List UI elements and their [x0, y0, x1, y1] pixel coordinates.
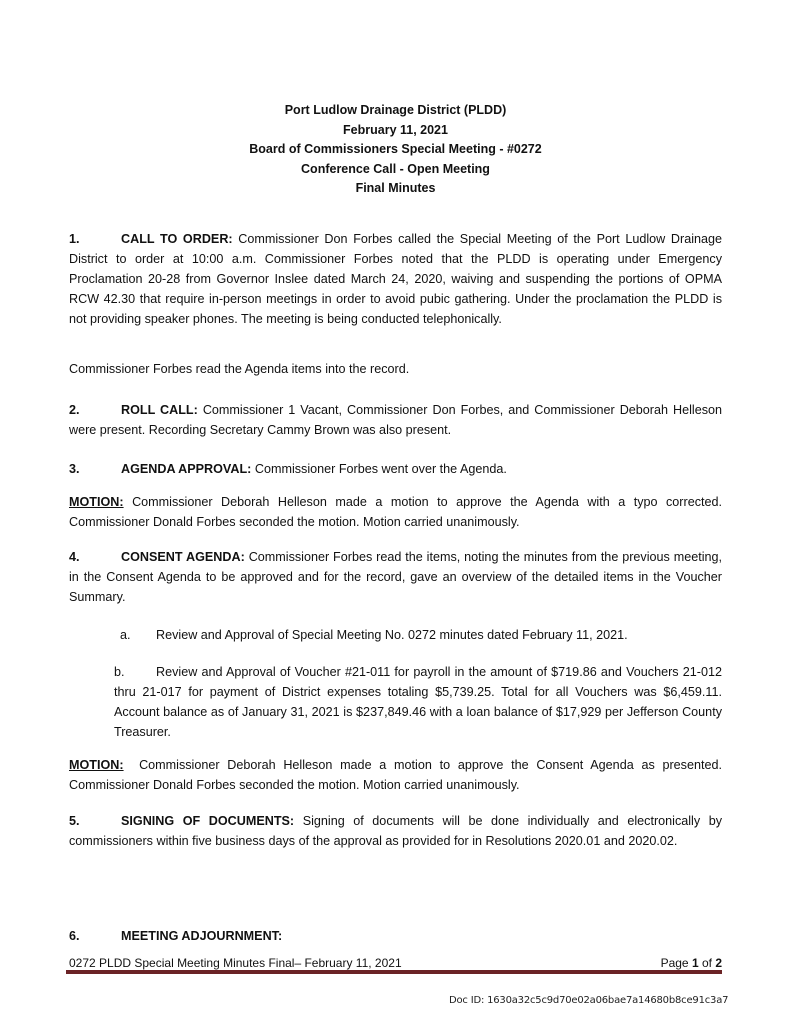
section-title: AGENDA APPROVAL: [121, 462, 252, 476]
page-of: of [698, 956, 716, 970]
motion-label: MOTION: [69, 758, 124, 772]
motion-text: Commissioner Deborah Helleson made a motion to approve the Agenda with a typo corrected. Commissioner Donald Forbes seconded the motion. Motion carried unanimously. [69, 495, 723, 529]
section-text: Commissioner Forbes went over the Agenda. [254, 462, 507, 476]
item-label: a. [120, 628, 131, 642]
consent-item-b [114, 662, 722, 742]
header-organization: Port Ludlow Drainage District (PLDD) [284, 103, 507, 117]
section-title: SIGNING OF DOCUMENTS: [121, 814, 295, 828]
footer-rule [66, 970, 722, 974]
section-number: 2. [69, 403, 80, 417]
page-current: 1 [691, 956, 699, 970]
section-call-to-order [69, 229, 722, 329]
section-title: CONSENT AGENDA: [121, 550, 245, 564]
section-roll-call [69, 400, 722, 440]
paragraph-text: Commissioner Forbes read the Agenda items into the record. [69, 362, 410, 376]
section-agenda-approval [69, 459, 722, 479]
page-total: 2 [715, 956, 722, 970]
section-number: 3. [69, 462, 80, 476]
agenda-read-paragraph [69, 359, 722, 379]
header-date: February 11, 2021 [343, 122, 448, 137]
header-meeting-type: Conference Call - Open Meeting [301, 161, 490, 176]
motion-label: MOTION: [69, 495, 124, 509]
motion-agenda [69, 492, 722, 532]
motion-text: Commissioner Deborah Helleson made a motion to approve the Consent Agenda as presented. Commissioner Donald Forbes seconded the motion. Motion carried unanimously. [69, 758, 722, 792]
section-title: MEETING ADJOURNMENT: [121, 929, 283, 943]
footer-document-title: 0272 PLDD Special Meeting Minutes Final– February 11, 2021 [69, 956, 402, 970]
section-number: 5. [69, 814, 80, 828]
section-consent-agenda [69, 547, 722, 607]
item-label: b. [114, 665, 125, 679]
section-number: 6. [69, 929, 80, 943]
document-header [0, 101, 791, 199]
page-prefix: Page [660, 956, 692, 970]
section-number: 1. [69, 232, 80, 246]
consent-item-a [120, 625, 720, 645]
section-signing-documents [69, 811, 722, 851]
section-title: CALL TO ORDER: [121, 232, 233, 246]
header-meeting-title: Board of Commissioners Special Meeting - #0272 [249, 142, 542, 156]
page-footer [69, 956, 722, 970]
header-status: Final Minutes [355, 181, 436, 195]
footer-page-number [661, 956, 722, 970]
motion-consent-agenda [69, 755, 722, 795]
item-text: Review and Approval of Voucher #21-011 for payroll in the amount of $719.86 and Vouchers 21-012 thru 21-017 for payment of District expenses totaling $5,739.25. Total for all Vouchers was $6,459.11. Account balance as of January 31, 2021 is $237,849.46 with a loan balance of $17,929 per Jefferson County Treasurer. [114, 665, 722, 739]
section-text: Commissioner Don Forbes called the Special Meeting of the Port Ludlow Drainage District to order at 10:00 a.m. Commissioner Forbes noted that the PLDD is operating under Emergency Proclamation 20-28 from Governor Inslee dated March 24, 2020, waiving and suspending the portions of OPMA RCW 42.30 that require in-person meetings in order to avoid pubic gathering. Under the proclamation the PLDD is not providing speaker phones. The meeting is being conducted telephonically. [69, 232, 723, 326]
section-text: Commissioner 1 Vacant, Commissioner Don Forbes, and Commissioner Deborah Helleson were present. Recording Secretary Cammy Brown was also present. [69, 403, 723, 437]
section-title: ROLL CALL: [121, 403, 198, 417]
doc-id: Doc ID: 1630a32c5c9d70e02a06bae7a14680b8ce91c3a7 [449, 995, 729, 1006]
section-number: 4. [69, 550, 80, 564]
section-text: Signing of documents will be done individually and electronically by commissioners within five business days of the approval as provided for in Resolutions 2020.01 and 2020.02. [69, 814, 722, 848]
section-meeting-adjournment [69, 926, 722, 946]
item-text: Review and Approval of Special Meeting No. 0272 minutes dated February 11, 2021. [156, 628, 628, 642]
section-text: Commissioner Forbes read the items, noting the minutes from the previous meeting, in the Consent Agenda to be approved and for the record, gave an overview of the detailed items in the Voucher Summary. [69, 550, 723, 604]
